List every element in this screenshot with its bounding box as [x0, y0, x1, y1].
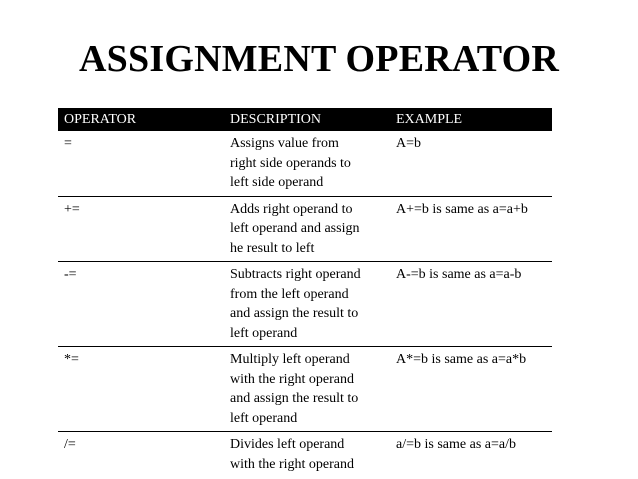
description-line: left operand — [230, 325, 298, 341]
page-title: ASSIGNMENT OPERATOR — [79, 38, 559, 80]
description-line: from the left operand — [230, 286, 349, 302]
operator-cell: /= — [64, 437, 76, 452]
description-line: Subtracts right operand — [230, 267, 361, 282]
description-cell — [224, 196, 390, 262]
example-cell: A=b — [390, 131, 552, 196]
description-line: right side operands to — [230, 155, 351, 171]
description-line: and assign the result to — [230, 306, 359, 321]
table-row — [58, 196, 552, 262]
header-example: EXAMPLE — [390, 108, 552, 131]
operator-table — [58, 108, 552, 477]
description-line: Multiply left operand — [230, 352, 350, 367]
description-cell — [224, 131, 390, 196]
operator-cell: -= — [58, 262, 224, 347]
description-cell — [224, 347, 390, 432]
description-line: left operand and assign — [230, 221, 360, 236]
description-cell — [224, 432, 390, 478]
header-description: DESCRIPTION — [224, 108, 390, 131]
header-operator: OPERATOR — [58, 108, 224, 131]
table-row — [58, 131, 552, 196]
description-line: left side operand — [230, 175, 324, 190]
table-body — [58, 131, 552, 477]
table-row — [58, 432, 552, 478]
example-cell: A+=b is same as a=a+b — [390, 196, 552, 262]
operator-cell: *= — [58, 347, 224, 432]
example-cell: A*=b is same as a=a*b — [390, 347, 552, 432]
description-cell — [224, 262, 390, 347]
description-line: Divides left operand — [230, 437, 345, 452]
operator-cell: += — [58, 196, 224, 262]
description-line: with the right operand — [230, 456, 355, 472]
operator-cell: = — [58, 131, 224, 196]
description-line: Assigns value from — [230, 136, 339, 151]
header-row — [58, 108, 552, 131]
table-row — [58, 347, 552, 432]
table-row — [58, 262, 552, 347]
description-line: and assign the result to — [230, 391, 359, 406]
description-line: he result to left — [230, 240, 315, 256]
description-line: Adds right operand to — [230, 201, 353, 217]
example-cell: A-=b is same as a=a-b — [390, 262, 552, 347]
description-line: left operand — [230, 410, 298, 426]
table-header — [58, 108, 552, 131]
example-cell: a/=b is same as a=a/b — [396, 437, 516, 452]
description-line: with the right operand — [230, 371, 355, 387]
